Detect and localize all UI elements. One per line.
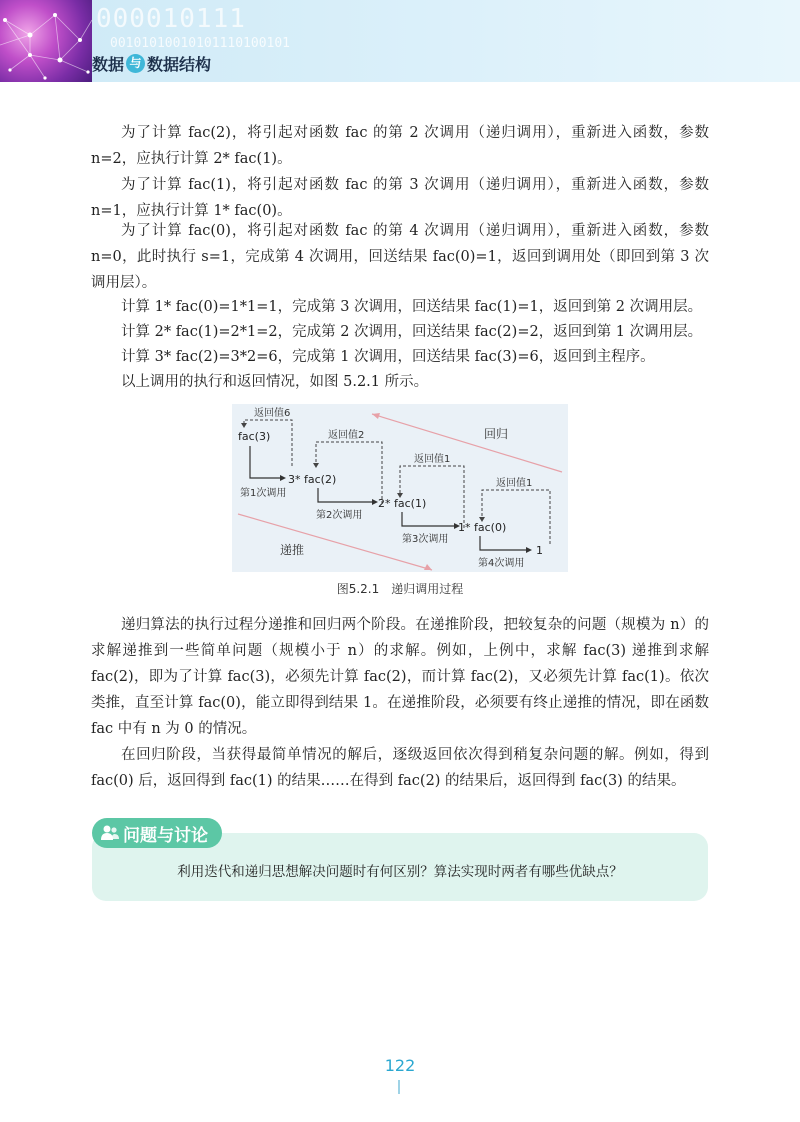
book-title-part2: 数据结构 bbox=[147, 55, 212, 74]
return-label: 返回值1 bbox=[496, 478, 533, 489]
call-label: 第3次调用 bbox=[402, 534, 449, 545]
paragraph: 递归算法的执行过程分递推和回归两个阶段。在递推阶段，把较复杂的问题（规模为 n）的求解递推到一些简单问题（规模小于 n）的求解。例如，上例中，求解 fac(3) 递推到求解 fac(2)，即为了计算 fac(3)，必须先计算 fac(2)，而计算 fac(2)，又必须先计算 fac(1)。依次类推，直至计算 fac(0)，能立即得到结果 1。在递推阶段，必须要有终止递推的情况，即在函数 fac 中有 n 为 0 的情况。 bbox=[91, 617, 709, 737]
return-arrowhead-icon bbox=[372, 413, 380, 419]
paragraph: 以上调用的执行和返回情况，如图 5.2.1 所示。 bbox=[121, 374, 429, 390]
call-node: 2* fac(1) bbox=[378, 497, 427, 510]
call-node: 1* fac(0) bbox=[458, 521, 507, 534]
return-label: 返回值6 bbox=[254, 408, 291, 419]
call-node: 1 bbox=[536, 544, 543, 557]
call-label: 第1次调用 bbox=[240, 488, 287, 499]
phase-label-forward: 递推 bbox=[280, 543, 305, 557]
call-node: fac(3) bbox=[238, 430, 271, 443]
recursion-figure bbox=[232, 404, 568, 572]
paragraph: 计算 3* fac(2)=3*2=6，完成第 1 次调用，回送结果 fac(3)=6，返回到主程序。 bbox=[121, 349, 655, 365]
paragraph: 为了计算 fac(2)，将引起对函数 fac 的第 2 次调用（递归调用），重新进入函数，参数 n=2，应执行计算 2* fac(1)。 bbox=[91, 125, 709, 167]
paragraph: 计算 1* fac(0)=1*1=1，完成第 3 次调用，回送结果 fac(1)=1，返回到第 2 次调用层。 bbox=[121, 299, 703, 315]
page-header bbox=[0, 0, 800, 82]
paragraph: 在回归阶段，当获得最简单情况的解后，逐级返回依次得到稍复杂问题的解。例如，得到 fac(0) 后，返回得到 fac(1) 的结果……在得到 fac(2) 的结果后，返回得到 fac(3) 的结果。 bbox=[91, 747, 709, 789]
forward-arrowhead-icon bbox=[424, 564, 432, 570]
return-label: 返回值1 bbox=[414, 454, 451, 465]
book-title-part1: 数据 bbox=[92, 55, 125, 74]
phase-label-back: 回归 bbox=[484, 427, 509, 441]
call-node: 3* fac(2) bbox=[288, 473, 337, 486]
discussion-tab-label: 问题与讨论 bbox=[123, 825, 208, 846]
header-network-art bbox=[0, 0, 92, 82]
paragraph: 为了计算 fac(1)，将引起对函数 fac 的第 3 次调用（递归调用），重新进入函数，参数 n=1，应执行计算 1* fac(0)。 bbox=[91, 177, 709, 219]
figure-caption: 图5.2.1 递归调用过程 bbox=[336, 582, 464, 596]
call-label: 第2次调用 bbox=[316, 510, 363, 521]
page-number: 122 bbox=[384, 1056, 416, 1075]
return-label: 返回值2 bbox=[328, 430, 365, 441]
book-title bbox=[92, 52, 211, 75]
book-title-connector: 与 bbox=[126, 54, 145, 73]
paragraph: 计算 2* fac(1)=2*1=2，完成第 2 次调用，回送结果 fac(2)=2，返回到第 1 次调用层。 bbox=[121, 324, 703, 340]
discussion-question: 利用迭代和递归思想解决问题时有何区别？算法实现时两者有哪些优缺点？ bbox=[177, 864, 623, 880]
call-label: 第4次调用 bbox=[478, 558, 525, 569]
page-number-tick bbox=[398, 1080, 400, 1094]
paragraph: 为了计算 fac(0)，将引起对函数 fac 的第 4 次调用（递归调用），重新进入函数，参数 n=0，此时执行 s=1，完成第 4 次调用，回送结果 fac(0)=1，返回到调用处（即回到第 3 次调用层）。 bbox=[91, 223, 709, 291]
return-phase-arrow bbox=[372, 414, 562, 472]
header-binary-small: 00101010010101110100101 bbox=[110, 36, 291, 51]
people-icon bbox=[100, 824, 120, 842]
header-binary-decoration: 000010111 bbox=[96, 4, 246, 34]
discussion-tab bbox=[92, 818, 222, 848]
